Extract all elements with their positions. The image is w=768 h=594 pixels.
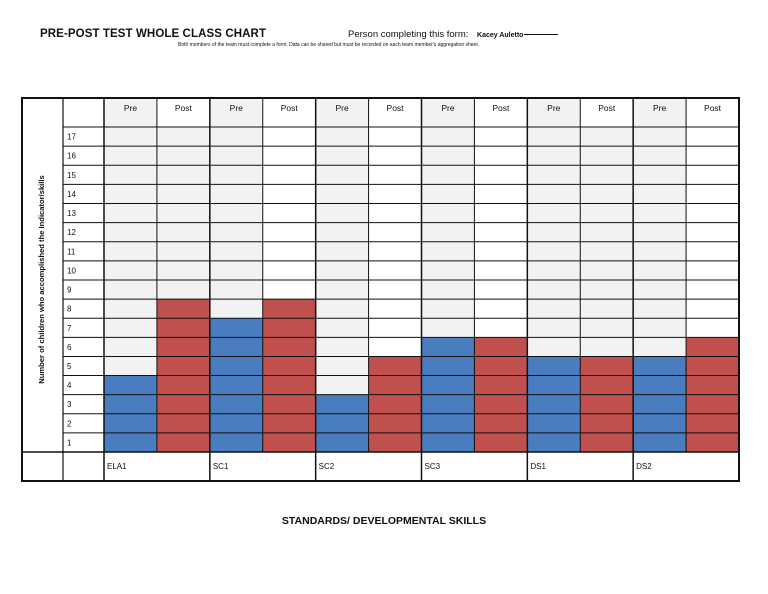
y-tick-label: 13 bbox=[67, 209, 76, 219]
post-bar bbox=[580, 356, 633, 452]
y-tick-label: 3 bbox=[67, 400, 72, 410]
category-label: ELA1 bbox=[107, 462, 127, 471]
pre-bar bbox=[633, 356, 686, 452]
column-header-post: Post bbox=[280, 103, 298, 113]
pre-bar bbox=[210, 318, 263, 452]
category-label: SC3 bbox=[424, 462, 441, 471]
person-label: Person completing this form: bbox=[348, 29, 469, 40]
y-tick-label: 4 bbox=[67, 381, 72, 391]
column-header-pre: Pre bbox=[441, 103, 455, 113]
pre-bar bbox=[316, 395, 369, 452]
column-header-pre: Pre bbox=[335, 103, 349, 113]
y-tick-label: 9 bbox=[67, 285, 72, 295]
column-header-pre: Pre bbox=[547, 103, 561, 113]
y-tick-label: 2 bbox=[67, 419, 72, 429]
y-tick-label: 15 bbox=[67, 170, 76, 180]
pre-bar bbox=[527, 356, 580, 452]
y-tick-label: 8 bbox=[67, 304, 72, 314]
y-tick-label: 12 bbox=[67, 228, 76, 238]
instructions-note: Both members of the team must complete a form. Data can be shared but must be recorded on each team member's aggregation sheet. bbox=[178, 42, 480, 48]
category-label: SC1 bbox=[212, 462, 229, 471]
person-name: Kacey Auletto bbox=[477, 32, 524, 39]
column-header-post: Post bbox=[598, 103, 616, 113]
y-tick-label: 5 bbox=[67, 362, 72, 371]
column-header-pre: Pre bbox=[123, 103, 138, 113]
category-label: SC2 bbox=[318, 462, 335, 471]
y-tick-label: 17 bbox=[67, 132, 76, 142]
chart-title: PRE-POST TEST WHOLE CLASS CHART bbox=[40, 28, 267, 40]
y-tick-label: 6 bbox=[67, 342, 72, 352]
column-header-pre: Pre bbox=[229, 103, 243, 113]
y-tick-label: 11 bbox=[67, 247, 76, 257]
y-tick-label: 10 bbox=[67, 266, 76, 276]
y-tick-label: 16 bbox=[67, 151, 76, 161]
column-header-post: Post bbox=[492, 103, 510, 113]
column-header-post: Post bbox=[174, 103, 192, 113]
y-tick-label: 1 bbox=[67, 438, 72, 448]
post-bar bbox=[369, 356, 422, 452]
y-tick-label: 14 bbox=[67, 189, 76, 199]
category-label: DS1 bbox=[530, 462, 546, 471]
category-label: DS2 bbox=[636, 462, 652, 471]
column-header-post: Post bbox=[704, 103, 722, 113]
column-header-post: Post bbox=[386, 103, 404, 113]
y-tick-label: 7 bbox=[67, 323, 72, 333]
column-header-pre: Pre bbox=[653, 103, 667, 113]
x-axis-title: STANDARDS/ DEVELOPMENTAL SKILLS bbox=[281, 515, 487, 527]
y-axis-label: Number of children who accomplished the Indicator/skills bbox=[37, 175, 46, 384]
